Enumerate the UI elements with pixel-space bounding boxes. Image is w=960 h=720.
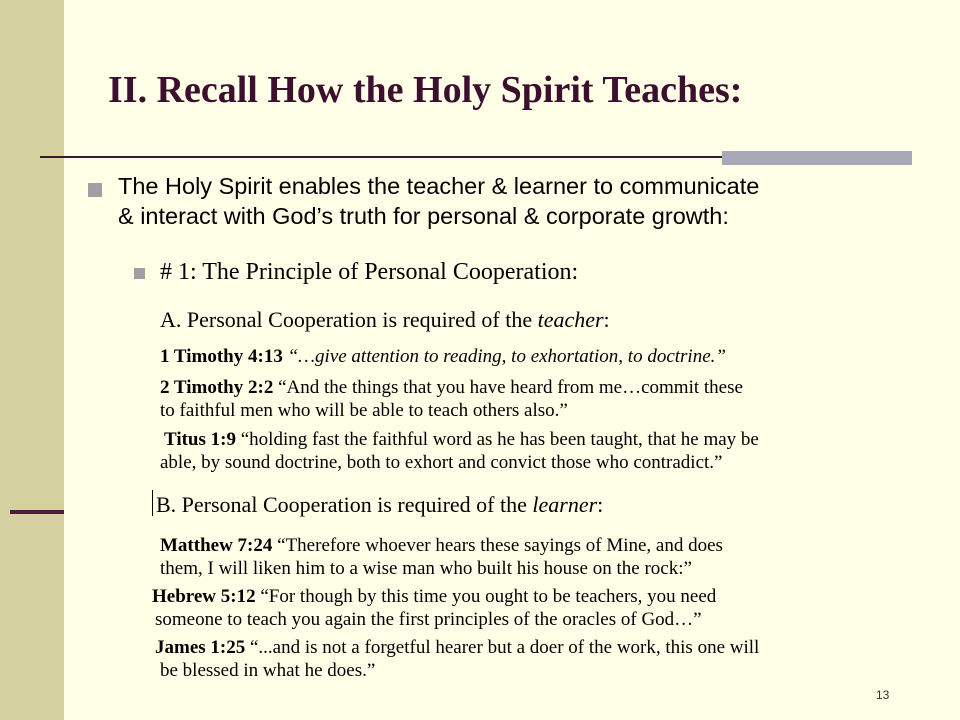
- verse-james-1-25: James 1:25 “...and is not a forgetful hearer but a doer of the work, this one will: [155, 637, 760, 658]
- main-bullet-line-1: The Holy Spirit enables the teacher & learner to communicate: [118, 173, 760, 199]
- principle-heading: # 1: The Principle of Personal Cooperation:: [160, 259, 579, 285]
- sub-bullet-square-icon: [134, 268, 145, 279]
- text-cursor: [152, 490, 153, 516]
- verse-titus-1-9-cont: able, by sound doctrine, both to exhort and convict those who contradict.”: [160, 452, 723, 473]
- verse-matthew-7-24-cont: them, I will liken him to a wise man who built his house on the rock:”: [160, 558, 692, 579]
- sidebar-band: [0, 0, 64, 720]
- main-bullet-line-2: & interact with God’s truth for personal & corporate growth:: [118, 203, 729, 229]
- verse-titus-1-9: Titus 1:9 “holding fast the faithful word as he has been taught, that he may be: [164, 429, 759, 450]
- page-number: 13: [876, 688, 890, 702]
- section-b-heading: B. Personal Cooperation is required of the learner:: [156, 492, 604, 517]
- verse-james-1-25-cont: be blessed in what he does.”: [160, 660, 376, 681]
- sidebar-accent-mark: [10, 510, 64, 514]
- section-a-heading: A. Personal Cooperation is required of the teacher:: [160, 307, 610, 332]
- bullet-square-icon: [88, 183, 102, 197]
- verse-hebrew-5-12-cont: someone to teach you again the first principles of the oracles of God…”: [155, 609, 702, 630]
- verse-2-timothy-2-2-cont: to faithful men who will be able to teach others also.”: [160, 400, 568, 421]
- verse-matthew-7-24: Matthew 7:24 “Therefore whoever hears these sayings of Mine, and does: [160, 535, 723, 556]
- verse-2-timothy-2-2: 2 Timothy 2:2 “And the things that you have heard from me…commit these: [160, 377, 743, 398]
- verse-1-timothy-4-13: 1 Timothy 4:13 “…give attention to reading, to exhortation, to doctrine.”: [160, 346, 726, 367]
- verse-hebrew-5-12: Hebrew 5:12 “For though by this time you ought to be teachers, you need: [152, 586, 717, 607]
- divider-accent-bar: [722, 151, 912, 165]
- slide-title: II. Recall How the Holy Spirit Teaches:: [108, 69, 743, 111]
